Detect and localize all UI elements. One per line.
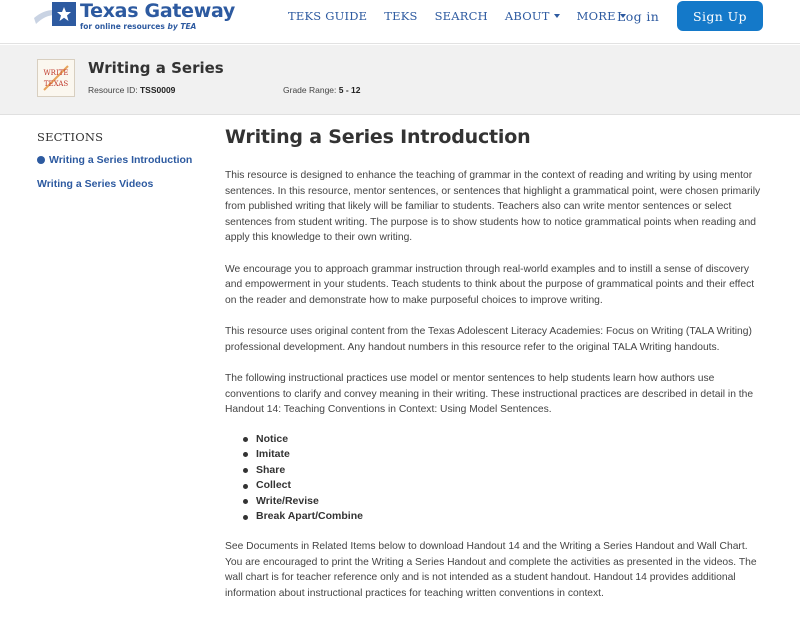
sections-heading: SECTIONS: [37, 130, 104, 144]
intro-paragraph-2: We encourage you to approach grammar instruction through real-world examples and to instill a sense of discovery and empowerment in your students. Teach students to think about the purpose of grammatical points and their effect on the reader and demonstrate how to make purposeful choices to improve writing.: [225, 263, 755, 306]
list-item: Imitate: [243, 447, 765, 463]
top-navigation: [0, 0, 800, 44]
brand-subtitle: for online resources by TEA: [80, 22, 197, 31]
signup-button[interactable]: Sign Up: [677, 1, 763, 31]
sidebar-item-introduction[interactable]: Writing a Series Introduction: [37, 154, 217, 166]
main-nav: [288, 9, 643, 23]
grade-range: Grade Range: 5 - 12: [283, 85, 361, 95]
intro-paragraph-3: This resource uses original content from the Texas Adolescent Literacy Academies: Focus on Writing (TALA Writing) professional development. Any handout numbers in this resource refer to the original TALA Writing handouts.: [225, 326, 752, 353]
nav-about[interactable]: ABOUT: [505, 9, 560, 23]
practices-list: [243, 432, 765, 526]
sections-sidebar: [37, 130, 217, 202]
login-link[interactable]: Log in: [617, 9, 660, 24]
list-item: Share: [243, 463, 765, 479]
page-title: Writing a Series Introduction: [225, 126, 531, 148]
resource-title: Writing a Series: [88, 59, 224, 77]
chevron-down-icon: [554, 14, 560, 18]
nav-teks-guide[interactable]: TEKS GUIDE: [288, 9, 368, 23]
brand-title: Texas Gateway: [80, 0, 235, 22]
main-content: [225, 126, 765, 617]
list-item: Write/Revise: [243, 494, 765, 510]
sidebar-item-videos[interactable]: Writing a Series Videos: [37, 178, 154, 190]
closing-paragraph: See Documents in Related Items below to download Handout 14 and the Writing a Series Handout and Wall Chart. You are encouraged to print the Writing a Series Handout and complete the activities as presented in the videos. The wall chart is for teacher reference only and is not intended as a student handout. Handout 14 provides additional information about instructional practices for teaching written conventions in context.: [225, 541, 757, 599]
list-item: Collect: [243, 478, 765, 494]
resource-thumbnail: [37, 59, 75, 97]
nav-search[interactable]: SEARCH: [434, 9, 488, 23]
intro-paragraph-1: This resource is designed to enhance the teaching of grammar in the context of reading and writing by using mentor sentences. In this resource, mentor sentences, or sentences that highlight a grammatical point, were chosen primarily from published writing that likely will be familiar to students. Teachers also can write mentor sentences or select sentences from student writing. The purpose is to show students how to notice grammatical points when reading and apply this knowledge to their own writing.: [225, 170, 761, 243]
resource-header: [0, 45, 800, 115]
nav-teks[interactable]: TEKS: [384, 9, 418, 23]
resource-id: Resource ID: TSS0009: [88, 85, 176, 95]
star-icon: [52, 2, 76, 26]
nav-more[interactable]: MORE: [577, 9, 626, 23]
list-item: Break Apart/Combine: [243, 509, 765, 525]
active-dot-icon: [37, 156, 45, 164]
list-item: Notice: [243, 432, 765, 448]
svg-text:WRITE: WRITE: [43, 69, 69, 77]
intro-paragraph-4: The following instructional practices use model or mentor sentences to help students learn how authors use conventions to clarify and convey meaning in their writing. These instructional practices are described in detail in the Handout 14: Teaching Conventions in Context: Using Model Sentences.: [225, 373, 754, 415]
svg-text:TEXAS: TEXAS: [43, 80, 69, 88]
